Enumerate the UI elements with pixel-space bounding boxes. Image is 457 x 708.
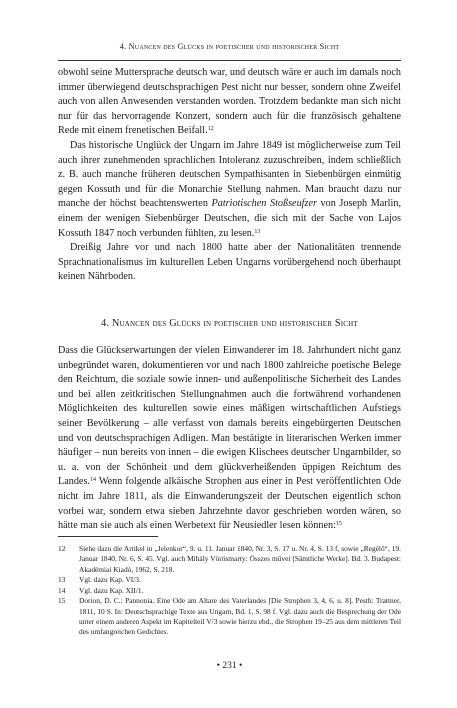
footnote-ref-13[interactable]: 13 [254,228,261,235]
running-header: 4. Nuancen des Glücks in poetischer und historischer Sicht [119,42,340,51]
footnote-14 [58,586,401,596]
paragraph-1-text: obwohl seine Muttersprache deutsch war, und deutsch wäre er auch im damals noch immer überwiegend deutschsprachigen Pest nicht nur besser, sondern ohne Zweifel auch von allen Anwesenden verstanden worden. Trotzdem bedankte man sich nicht nur für das hervorragende Konzert, sondern auch für die französisch gehaltene Rede mit einem frenetischen Beifall. [58,67,401,137]
footnote-text: Vgl. dazu Kap. VI/3. [79,575,141,585]
paragraph-2-italic-title: Patriotischen Stoßseufzer [211,198,317,210]
footnote-text: Siehe dazu die Artikel in „Jelenkor“, 9. u. 11. Januar 1840, Nr. 3, S. 17 u. Nr. 4, S. 13 f, sowie „Regélő“, 19. Januar 1840, Nr. 6, S. 45. Vgl. auch Mihály Vörösmarty: Összes művei [Sämtliche Werke]. Bd. 3. Budapest: Akadémiai Kiadó, 1962, S. 218. [79,544,401,574]
page-number: • 231 • [216,661,243,671]
section-heading: 4. Nuancen des Glücks in poetischer und historischer Sicht [101,318,358,329]
footnote-number: 13 [58,575,66,585]
footnote-number: 15 [58,596,66,606]
section-paragraph-text-a: Dass die Glückserwartungen der vielen Einwanderer im 18. Jahrhundert nicht ganz unbegründet waren, dokumentieren vor und nach 1800 zahlreiche poetische Belege den Reichtum, die soziale sowie innen- und außenpolitische Sicherheit des Landes und bei allen zeitkritischen Stellungnahmen auch die fortwährend vorhandenen Möglichkeiten des kulturellen sowie eines mäßigen wirtschaftlichen Aufstiegs seiner Bevölkerung – alle verfasst von damals bereits eingebürgerten Deutschen und von deutschsprachigen Adligen. Man bestätigte in literarischen Werken immer häufiger – nun bereits von innen – die ewigen Klischees deutscher Ungarnbilder, so u. a. von der Schönheit und dem glückverheißenden üppigen Reichtum des Landes. [58,345,401,488]
paragraph-2-text-a: Das historische Unglück der Ungarn im Jahre 1849 ist möglicherweise zum Teil auch ihrer zunehmenden sprachlichen Intoleranz zuzuschreiben, indem schließlich z. B. auch manche früheren deutschen Sympathisanten in Siebenbürgen einmütig gegen Kossuth und für die Monarchie Stellung nahmen. Man braucht dazu nur manche der höchst beachtenswerten [58,139,401,210]
paragraph-3: Dreißig Jahre vor und nach 1800 hatte aber der Nationalitäten trennende Sprachnationalismus im kulturellen Leben Ungarns vorübergehend noch überhaupt keinen Nährboden. [58,242,401,283]
footnote-ref-15[interactable]: 15 [335,521,342,528]
footnote-15 [58,596,401,637]
paragraph-2-text-b: von Joseph Marlin, einem der wenigen Siebenbürger Deutschen, die sich mit der Sache von Lajos Kossuth 1847 noch verbunden fühlten, zu lesen. [58,198,401,239]
footnote-number: 12 [58,544,66,553]
footnote-13 [58,575,401,585]
footnote-ref-12[interactable]: 12 [207,126,214,133]
footnote-12 [58,544,401,575]
section-body [58,344,401,534]
footnote-ref-14[interactable]: 14 [89,477,96,484]
footnote-rule [58,536,158,537]
paragraph-1 [58,66,401,139]
footnotes [58,544,401,638]
body-text [58,66,401,285]
footnote-number: 14 [58,585,66,595]
header-rule [58,60,401,61]
section-paragraph [58,344,401,534]
section-paragraph-text-b: Wenn folgende alkäische Strophen aus einer in Pest veröffentlichten Ode nicht im Jahre 1811, als die Einwanderungszeit der Deutschen eigentlich schon vorbei war, sondern etwa sieben Jahrzehnte davor geschrieben worden wären, so hätte man sie auch als einen Werbetext für Neusiedler lesen können: [58,476,401,532]
footnote-text: Dorion, D. C.: Pannonia. Eine Ode am Altare des Vaterlandes [Die Strophen 3, 4, 6, u. 8]. Pesth: Trattner, 1811, 10 S. In: Deutschsprachige Texte aus Ungarn, Bd. 1, S. 98 f. Vgl. dazu auch die Besprechung der Ode unter einem anderen Aspekt im Kapitelteil V/3 sowie hierzu ebd., die Strophen 19–25 aus dem mittleren Teil des umfangreichen Gedichtes. [79,596,401,637]
footnote-text: Vgl. dazu Kap. XII/1. [79,585,144,595]
paragraph-2 [58,139,401,241]
